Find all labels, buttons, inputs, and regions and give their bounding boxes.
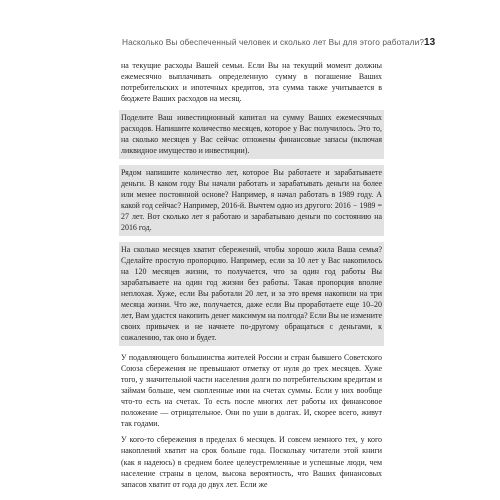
- paragraph-2: Поделите Ваш инвестиционный капитал на сумму Ваших ежемесячных расходов. Напишите количество месяцев, которое у Вас получилось. Это то, на сколько месяцев у Вас сейчас отложены финансовые запасы (включая ликвидное имущество и инвестиции).: [119, 110, 384, 159]
- paragraph-3: Рядом напишите количество лет, которое Вы работаете и зарабатываете деньги. В каком году Вы начали работать и зарабатывать деньги на более или менее постоянной основе? Например, я начал работать в 1989 году. А какой год сейчас? Например, 2016-й. Вычтем одно из другого: 2016 − 1989 = 27 лет. Вот сколько лет я работаю и зарабатываю деньги по состоянию на 2016 год.: [119, 165, 384, 236]
- paragraph-5: У подавляющего большинства жителей России и стран бывшего Советского Союза сбережения не превышают отметку от нуля до трех месяцев. Хуже того, у значительной части населения долги по потребительским кредитам и займам больше, чем скопленные ими на счетах суммы. Если у них вообще что-то есть на счетах. То есть после многих лет работы их финансовое положение — отрицательное. Они по уши в долгах. И, скорее всего, живут так годами.: [121, 352, 382, 428]
- running-header: [122, 37, 436, 48]
- running-title: Насколько Вы обеспеченный человек и сколько лет Вы для этого работали?: [122, 37, 425, 47]
- paragraph-6: У кого-то сбережения в пределах 6 месяцев. И совсем немного тех, у кого накоплений хватит на срок больше года. Поскольку читатели этой книги (как я надеюсь) в среднем более целеустремленные и успешные люди, чем население страны в целом, высока вероятность, что Ваших финансовых запасов хватит от года до двух лет. Если же: [121, 435, 382, 489]
- page-number: 13: [424, 37, 436, 48]
- text-body: [121, 60, 382, 495]
- paragraph-1: на текущие расходы Вашей семьи. Если Вы на текущий момент должны ежемесячно выплачивать определенную сумму в погашение Ваших потребительских и ипотечных кредитов, эта сумма также учитывается в бюджете Ваших расходов на месяц.: [121, 61, 382, 104]
- paragraph-4: На сколько месяцев хватит сбережений, чтобы хорошо жила Ваша семья? Сделайте простую пропорцию. Например, если за 10 лет у Вас накопилось на 120 месяцев жизни, то получается, что за один год работы Вы зарабатываете на один год жизни без работы. Такая пропорция вполне неплохая. Хуже, если Вы работали 20 лет, и за это время накопили на три месяца жизни. Что же, получается, даже если Вы проработаете еще 10–20 лет, Вам удастся накопить денег максимум на полгода? Если Вы не измените своих привычек и не начнете по-другому обращаться с деньгами, к сожалению, так оно и будет.: [119, 242, 384, 346]
